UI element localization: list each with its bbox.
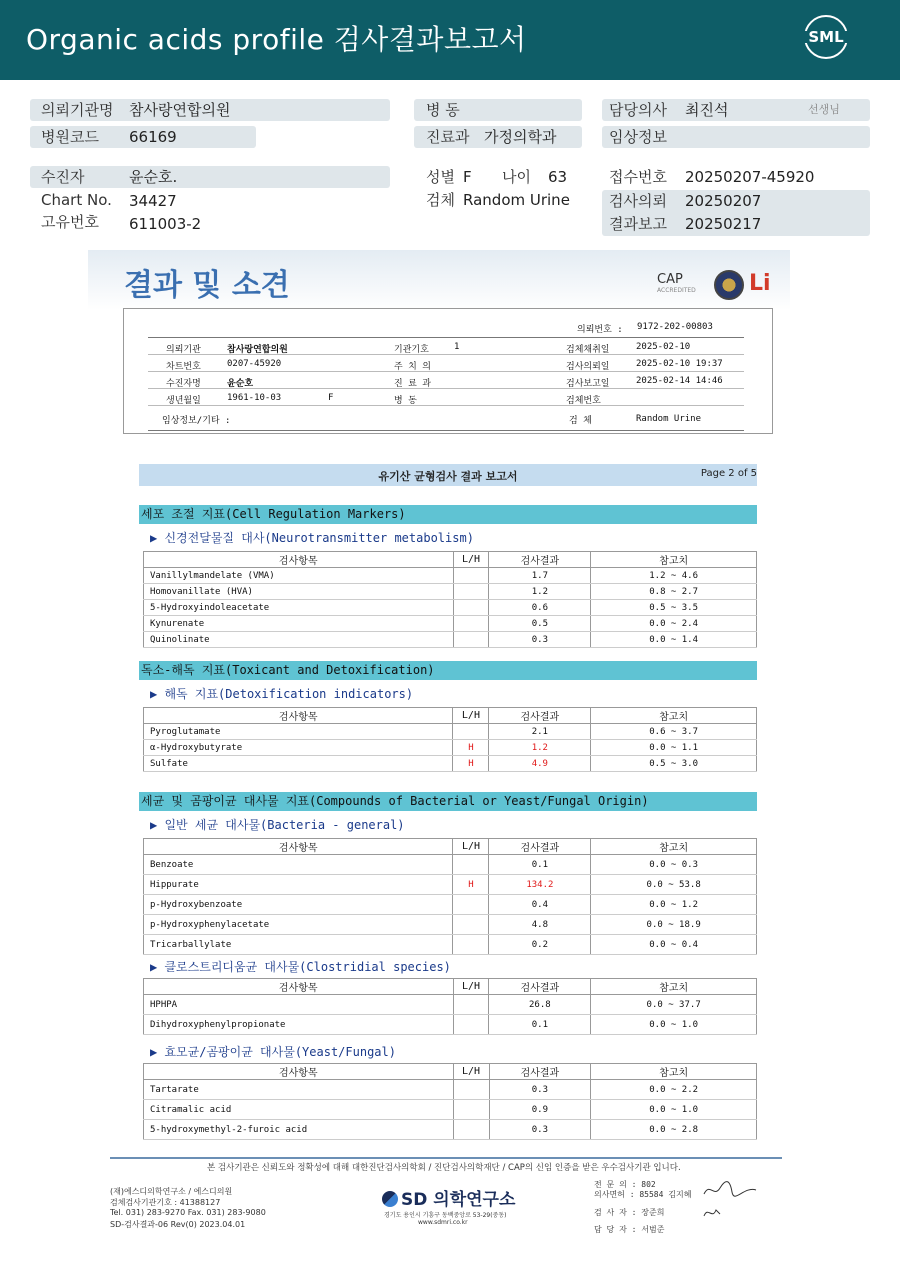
info-request-label: 검사의뢰일 bbox=[566, 362, 610, 372]
flag bbox=[453, 600, 489, 616]
footer-divider bbox=[110, 1157, 782, 1159]
reference-range: 0.8 ~ 2.7 bbox=[591, 584, 757, 600]
info-specimen-label: 검 체 bbox=[569, 416, 592, 426]
request-no-value: 9172-202-00803 bbox=[637, 322, 713, 332]
result-value: 0.2 bbox=[489, 935, 591, 955]
flag: H bbox=[453, 756, 489, 772]
ward-label: 병 동 bbox=[426, 101, 460, 119]
subsection-detox: ▶ 해독 지표(Detoxification indicators) bbox=[150, 687, 414, 701]
age-value: 63 bbox=[548, 168, 568, 186]
table-row bbox=[144, 600, 757, 616]
table-row bbox=[144, 1015, 757, 1035]
subsection-neurotransmitter: ▶ 신경전달물질 대사(Neurotransmitter metabolism) bbox=[150, 531, 474, 545]
results-title: 결과 및 소견 bbox=[124, 268, 290, 303]
footer-right-line-1: 전 문 의 : 802 bbox=[594, 1180, 656, 1189]
flag bbox=[453, 1080, 489, 1100]
test-name: Homovanillate (HVA) bbox=[144, 584, 454, 600]
table-row bbox=[144, 1080, 757, 1100]
reference-range: 0.5 ~ 3.5 bbox=[591, 600, 757, 616]
reference-range: 0.0 ~ 1.1 bbox=[591, 740, 757, 756]
receipt-label: 접수번호 bbox=[609, 168, 667, 186]
section-cell-regulation: 세포 조절 지표(Cell Regulation Markers) bbox=[139, 505, 757, 524]
unique-label: 고유번호 bbox=[41, 213, 99, 231]
table-row bbox=[144, 632, 757, 648]
reference-range: 0.0 ~ 37.7 bbox=[591, 995, 757, 1015]
test-name: p-Hydroxybenzoate bbox=[144, 895, 453, 915]
result-value: 0.1 bbox=[489, 1015, 591, 1035]
department-value: 가정의학과 bbox=[484, 128, 557, 146]
flag bbox=[453, 568, 489, 584]
footer-left-line-1: (재)에스디의학연구소 / 에스디의원 bbox=[110, 1187, 233, 1196]
result-value: 0.6 bbox=[489, 600, 591, 616]
info-inst-label: 의뢰기관 bbox=[166, 345, 201, 355]
result-value: 0.3 bbox=[489, 1120, 591, 1140]
reference-range: 0.0 ~ 53.8 bbox=[591, 875, 757, 895]
result-value: 1.7 bbox=[489, 568, 591, 584]
sml-logo-icon bbox=[803, 14, 849, 60]
table-row bbox=[144, 724, 757, 740]
reference-range: 1.2 ~ 4.6 bbox=[591, 568, 757, 584]
test-name: Tartarate bbox=[144, 1080, 454, 1100]
info-report-label: 검사보고일 bbox=[566, 379, 610, 389]
table-row bbox=[144, 740, 757, 756]
table-row bbox=[144, 616, 757, 632]
sex-label: 성별 bbox=[426, 168, 455, 186]
flag bbox=[453, 724, 489, 740]
test-name: Dihydroxyphenylpropionate bbox=[144, 1015, 454, 1035]
reference-range: 0.0 ~ 18.9 bbox=[591, 915, 757, 935]
info-sex-value: F bbox=[328, 393, 334, 403]
report-label: 결과보고 bbox=[609, 215, 667, 233]
detox-table: 검사항목 L/H 검사결과 참고치 Pyroglutamate 2.1 0.6 ~ 3.7 α-Hydroxybutyrate H 1.2 0.0 ~ 1.1 Sulfate H 4.9 0.5 ~ 3.0 bbox=[143, 707, 757, 772]
info-collect-label: 검체채취일 bbox=[566, 345, 610, 355]
result-value: 26.8 bbox=[489, 995, 591, 1015]
info-chart-value: 0207-45920 bbox=[227, 359, 282, 369]
page-number: Page 2 of 5 bbox=[700, 468, 757, 479]
flag bbox=[453, 1015, 489, 1035]
result-value: 0.5 bbox=[489, 616, 591, 632]
specimen-value: Random Urine bbox=[463, 191, 570, 209]
info-chart-label: 차트번호 bbox=[166, 362, 201, 372]
flag bbox=[453, 1120, 489, 1140]
info-inst-code-label: 기관기호 bbox=[394, 345, 429, 355]
result-value: 2.1 bbox=[489, 724, 591, 740]
flag bbox=[453, 1100, 489, 1120]
info-patient-value: 윤순호 bbox=[227, 379, 254, 389]
table-row bbox=[144, 995, 757, 1015]
cap-accredited-logo: CAP ACCREDITED bbox=[657, 272, 696, 294]
age-label: 나이 bbox=[502, 168, 531, 186]
receipt-value: 20250207-45920 bbox=[685, 168, 815, 186]
reference-range: 0.5 ~ 3.0 bbox=[591, 756, 757, 772]
reference-range: 0.0 ~ 0.4 bbox=[591, 935, 757, 955]
clostridial-table: 검사항목 L/H 검사결과 참고치 HPHPA 26.8 0.0 ~ 37.7 Dihydroxyphenylpropionate 0.1 0.0 ~ 1.0 bbox=[143, 978, 757, 1035]
svg-text:SML: SML bbox=[808, 28, 844, 46]
report-value: 20250217 bbox=[685, 215, 762, 233]
result-value: 4.9 bbox=[489, 756, 591, 772]
result-value: 0.9 bbox=[489, 1100, 591, 1120]
table-row bbox=[144, 756, 757, 772]
yeast-table: 검사항목 L/H 검사결과 참고치 Tartarate 0.3 0.0 ~ 2.2 Citramalic acid 0.9 0.0 ~ 1.0 5-hydroxymethyl-2-furoic acid 0.3 0.0 ~ 2.8 bbox=[143, 1063, 757, 1140]
info-inst-code-value: 1 bbox=[454, 342, 460, 352]
department-label: 진료과 bbox=[426, 128, 470, 146]
test-name: Sulfate bbox=[144, 756, 453, 772]
info-report-value: 2025-02-14 14:46 bbox=[636, 376, 723, 386]
info-request-value: 2025-02-10 19:37 bbox=[636, 359, 723, 369]
test-name: Quinolinate bbox=[144, 632, 454, 648]
result-value: 134.2 bbox=[489, 875, 591, 895]
flag bbox=[453, 935, 489, 955]
flag bbox=[453, 995, 489, 1015]
test-name: Tricarballylate bbox=[144, 935, 453, 955]
footer-right-line-4: 담 당 자 : 서범준 bbox=[594, 1225, 665, 1234]
seal-icon bbox=[714, 270, 744, 300]
test-name: 5-hydroxymethyl-2-furoic acid bbox=[144, 1120, 454, 1140]
footer-website: www.sdmri.co.kr bbox=[418, 1219, 468, 1226]
test-name: Pyroglutamate bbox=[144, 724, 453, 740]
reference-range: 0.0 ~ 0.3 bbox=[591, 855, 757, 875]
reference-range: 0.0 ~ 1.0 bbox=[591, 1015, 757, 1035]
info-collect-value: 2025-02-10 bbox=[636, 342, 691, 352]
report-subtitle: 유기산 균형검사 결과 보고서 bbox=[378, 470, 518, 483]
header-bar bbox=[0, 0, 900, 80]
info-birth-value: 1961-10-03 bbox=[227, 393, 282, 403]
doctor-suffix: 선생님 bbox=[808, 103, 840, 116]
request-label: 검사의뢰 bbox=[609, 192, 667, 210]
signature-1 bbox=[700, 1178, 760, 1200]
sd-institute-logo: SD 의학연구소 bbox=[382, 1185, 515, 1210]
info-ward-label: 병 동 bbox=[394, 396, 417, 406]
specimen-label: 검체 bbox=[426, 191, 455, 209]
accreditation-notice: 본 검사기관은 신뢰도와 정확성에 대해 대한진단검사의학회 / 진단검사의학재단 / CAP의 신임 인증을 받은 우수검사기관 입니다. bbox=[207, 1163, 681, 1173]
test-name: 5-Hydroxyindoleacetate bbox=[144, 600, 454, 616]
sex-value: F bbox=[463, 168, 472, 186]
subsection-yeast: ▶ 효모균/곰팡이균 대사물(Yeast/Fungal) bbox=[150, 1045, 396, 1059]
clinical-label: 임상정보 bbox=[609, 128, 667, 146]
test-name: Citramalic acid bbox=[144, 1100, 454, 1120]
table-row bbox=[144, 568, 757, 584]
test-name: p-Hydroxyphenylacetate bbox=[144, 915, 453, 935]
section-toxicant: 독소-해독 지표(Toxicant and Detoxification) bbox=[139, 661, 757, 680]
info-clinical-label: 임상정보/기타 : bbox=[162, 416, 231, 426]
li-logo: Li bbox=[749, 271, 771, 296]
test-name: Hippurate bbox=[144, 875, 453, 895]
subsection-bacteria: ▶ 일반 세균 대사물(Bacteria - general) bbox=[150, 818, 405, 832]
reference-range: 0.0 ~ 1.2 bbox=[591, 895, 757, 915]
doctor-label: 담당의사 bbox=[609, 101, 667, 119]
flag bbox=[453, 616, 489, 632]
doctor-value: 최진석 bbox=[685, 101, 729, 119]
reference-range: 0.0 ~ 1.0 bbox=[591, 1100, 757, 1120]
footer-left-line-3: Tel. 031) 283-9270 Fax. 031) 283-9080 bbox=[110, 1208, 266, 1217]
section-bacterial-fungal: 세균 및 곰팡이균 대사물 지표(Compounds of Bacterial or Yeast/Fungal Origin) bbox=[139, 792, 757, 811]
request-value: 20250207 bbox=[685, 192, 762, 210]
info-inst-value: 참사랑연합의원 bbox=[227, 345, 288, 355]
flag bbox=[453, 915, 489, 935]
result-value: 1.2 bbox=[489, 584, 591, 600]
footer-left-line-4: SD-검사결과-06 Rev(0) 2023.04.01 bbox=[110, 1220, 246, 1229]
bacteria-table: 검사항목 L/H 검사결과 참고치 Benzoate 0.1 0.0 ~ 0.3 Hippurate H 134.2 0.0 ~ 53.8 p-Hydroxybenzoate 0.4 0.0 ~ 1.2 p-Hydroxyphenylacetate 4.8 0.0 ~ 18.9 Tricarballylate 0.2 0.0 ~ 0.4 bbox=[143, 838, 757, 955]
flag bbox=[453, 895, 489, 915]
table-row bbox=[144, 895, 757, 915]
result-value: 0.3 bbox=[489, 632, 591, 648]
footer-right-line-3: 검 사 자 : 장준희 bbox=[594, 1208, 665, 1217]
sd-logo-icon bbox=[382, 1191, 398, 1207]
table-row bbox=[144, 855, 757, 875]
table-row bbox=[144, 915, 757, 935]
result-value: 0.4 bbox=[489, 895, 591, 915]
result-value: 1.2 bbox=[489, 740, 591, 756]
report-title: Organic acids profile 검사결과보고서 bbox=[26, 23, 527, 56]
table-row bbox=[144, 1120, 757, 1140]
reference-range: 0.0 ~ 1.4 bbox=[591, 632, 757, 648]
patient-label: 수진자 bbox=[41, 168, 85, 186]
result-value: 4.8 bbox=[489, 915, 591, 935]
info-specimen-no-label: 검체번호 bbox=[566, 396, 601, 406]
flag bbox=[453, 584, 489, 600]
table-row bbox=[144, 584, 757, 600]
flag bbox=[453, 855, 489, 875]
table-row bbox=[144, 935, 757, 955]
flag bbox=[453, 632, 489, 648]
test-name: Benzoate bbox=[144, 855, 453, 875]
chart-value: 34427 bbox=[129, 192, 177, 210]
footer-address: 경기도 용인시 기흥구 동백중앙로 53-29(중동) bbox=[384, 1212, 507, 1219]
institution-value: 참사랑연합의원 bbox=[129, 101, 231, 119]
patient-value: 윤순호. bbox=[129, 168, 178, 186]
signature-2 bbox=[700, 1202, 724, 1224]
info-birth-label: 생년월일 bbox=[166, 396, 201, 406]
info-patient-label: 수진자명 bbox=[166, 379, 201, 389]
reference-range: 0.0 ~ 2.4 bbox=[591, 616, 757, 632]
flag: H bbox=[453, 875, 489, 895]
flag: H bbox=[453, 740, 489, 756]
table-row bbox=[144, 1100, 757, 1120]
info-doctor-label: 주 치 의 bbox=[394, 362, 431, 372]
request-no-label: 의뢰번호 : bbox=[577, 325, 623, 335]
info-dept-label: 진 료 과 bbox=[394, 379, 431, 389]
report-title-bar bbox=[139, 464, 757, 486]
chart-label: Chart No. bbox=[41, 191, 112, 209]
result-value: 0.3 bbox=[489, 1080, 591, 1100]
reference-range: 0.6 ~ 3.7 bbox=[591, 724, 757, 740]
info-specimen-value: Random Urine bbox=[636, 414, 702, 424]
reference-range: 0.0 ~ 2.8 bbox=[591, 1120, 757, 1140]
test-name: α-Hydroxybutyrate bbox=[144, 740, 453, 756]
table-row bbox=[144, 875, 757, 895]
result-value: 0.1 bbox=[489, 855, 591, 875]
footer-left-line-2: 검체검사기관기호 : 41388127 bbox=[110, 1198, 221, 1207]
test-name: Kynurenate bbox=[144, 616, 454, 632]
test-name: Vanillylmandelate (VMA) bbox=[144, 568, 454, 584]
institution-label: 의뢰기관명 bbox=[41, 101, 114, 119]
hospital-code-label: 병원코드 bbox=[41, 128, 99, 146]
reference-range: 0.0 ~ 2.2 bbox=[591, 1080, 757, 1100]
subsection-clostridial: ▶ 클로스트리디움균 대사물(Clostridial species) bbox=[150, 960, 451, 974]
hospital-code-value: 66169 bbox=[129, 128, 177, 146]
test-name: HPHPA bbox=[144, 995, 454, 1015]
neuro-table: 검사항목 L/H 검사결과 참고치 Vanillylmandelate (VMA) 1.7 1.2 ~ 4.6 Homovanillate (HVA) 1.2 0.8 ~ 2.7 5-Hydroxyindoleacetate 0.6 0.5 ~ 3.5 Kynurenate 0.5 0.0 ~ 2.4 Quinolinate 0.3 0.0 ~ 1.4 bbox=[143, 551, 757, 648]
unique-value: 611003-2 bbox=[129, 215, 202, 233]
footer-right-line-2: 의사면허 : 85584 김지혜 bbox=[594, 1190, 692, 1199]
